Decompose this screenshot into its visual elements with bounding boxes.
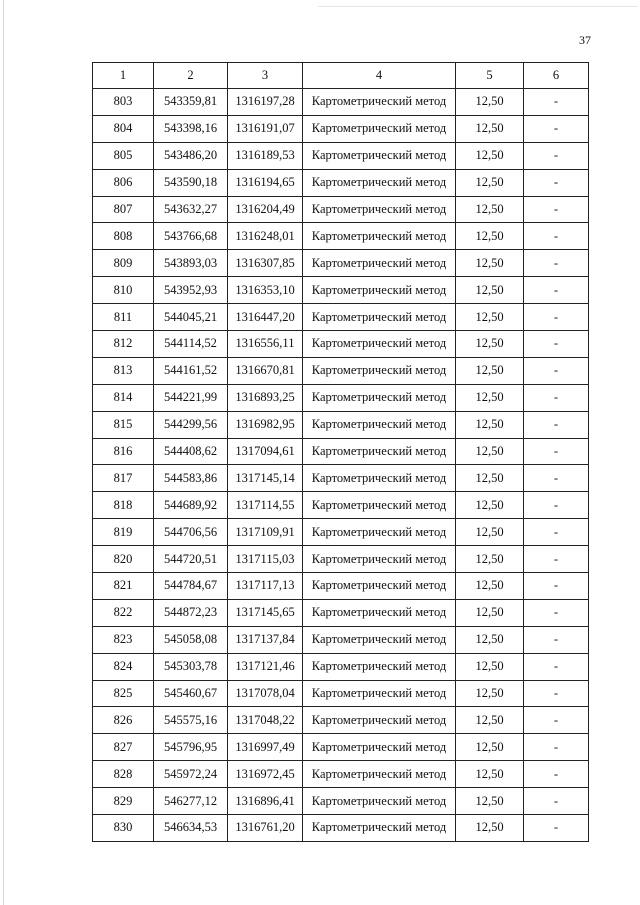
x-coordinate-cell: 544689,92 <box>154 492 228 519</box>
table-row <box>93 546 589 573</box>
x-coordinate-cell: 544872,23 <box>154 599 228 626</box>
y-coordinate-cell: 1317117,13 <box>228 573 303 600</box>
note-cell: - <box>524 707 589 734</box>
point-number-cell: 826 <box>93 707 154 734</box>
x-coordinate-cell: 543398,16 <box>154 115 228 142</box>
point-number-cell: 807 <box>93 196 154 223</box>
x-coordinate-cell: 543766,68 <box>154 223 228 250</box>
accuracy-cell: 12,50 <box>456 599 524 626</box>
note-cell: - <box>524 492 589 519</box>
x-coordinate-cell: 545058,08 <box>154 626 228 653</box>
method-cell: Картометрический метод <box>303 384 456 411</box>
x-coordinate-cell: 545303,78 <box>154 653 228 680</box>
table-row <box>93 89 589 116</box>
point-number-cell: 828 <box>93 761 154 788</box>
point-number-cell: 809 <box>93 250 154 277</box>
method-cell: Картометрический метод <box>303 331 456 358</box>
y-coordinate-cell: 1317121,46 <box>228 653 303 680</box>
note-cell: - <box>524 169 589 196</box>
y-coordinate-cell: 1316972,45 <box>228 761 303 788</box>
method-cell: Картометрический метод <box>303 169 456 196</box>
x-coordinate-cell: 546634,53 <box>154 815 228 842</box>
column-header: 5 <box>456 63 524 89</box>
method-cell: Картометрический метод <box>303 734 456 761</box>
y-coordinate-cell: 1316670,81 <box>228 357 303 384</box>
accuracy-cell: 12,50 <box>456 357 524 384</box>
table-row <box>93 169 589 196</box>
y-coordinate-cell: 1316307,85 <box>228 250 303 277</box>
accuracy-cell: 12,50 <box>456 519 524 546</box>
column-header: 4 <box>303 63 456 89</box>
x-coordinate-cell: 543486,20 <box>154 142 228 169</box>
x-coordinate-cell: 544784,67 <box>154 573 228 600</box>
accuracy-cell: 12,50 <box>456 788 524 815</box>
table-row <box>93 196 589 223</box>
table-row <box>93 734 589 761</box>
x-coordinate-cell: 544045,21 <box>154 304 228 331</box>
table-row <box>93 707 589 734</box>
point-number-cell: 824 <box>93 653 154 680</box>
point-number-cell: 803 <box>93 89 154 116</box>
y-coordinate-cell: 1316197,28 <box>228 89 303 116</box>
accuracy-cell: 12,50 <box>456 492 524 519</box>
x-coordinate-cell: 544221,99 <box>154 384 228 411</box>
method-cell: Картометрический метод <box>303 546 456 573</box>
note-cell: - <box>524 142 589 169</box>
note-cell: - <box>524 304 589 331</box>
method-cell: Картометрический метод <box>303 223 456 250</box>
x-coordinate-cell: 545460,67 <box>154 680 228 707</box>
note-cell: - <box>524 734 589 761</box>
method-cell: Картометрический метод <box>303 304 456 331</box>
column-header: 6 <box>524 63 589 89</box>
note-cell: - <box>524 788 589 815</box>
x-coordinate-cell: 545796,95 <box>154 734 228 761</box>
x-coordinate-cell: 543590,18 <box>154 169 228 196</box>
x-coordinate-cell: 544299,56 <box>154 411 228 438</box>
x-coordinate-cell: 545575,16 <box>154 707 228 734</box>
table-row <box>93 223 589 250</box>
table-row <box>93 304 589 331</box>
note-cell: - <box>524 519 589 546</box>
method-cell: Картометрический метод <box>303 761 456 788</box>
accuracy-cell: 12,50 <box>456 465 524 492</box>
note-cell: - <box>524 761 589 788</box>
accuracy-cell: 12,50 <box>456 573 524 600</box>
accuracy-cell: 12,50 <box>456 438 524 465</box>
table-row <box>93 357 589 384</box>
point-number-cell: 805 <box>93 142 154 169</box>
table-row <box>93 250 589 277</box>
table-header-row <box>93 63 589 89</box>
note-cell: - <box>524 384 589 411</box>
method-cell: Картометрический метод <box>303 599 456 626</box>
method-cell: Картометрический метод <box>303 788 456 815</box>
table-row <box>93 680 589 707</box>
y-coordinate-cell: 1316997,49 <box>228 734 303 761</box>
accuracy-cell: 12,50 <box>456 331 524 358</box>
note-cell: - <box>524 815 589 842</box>
method-cell: Картометрический метод <box>303 680 456 707</box>
y-coordinate-cell: 1316248,01 <box>228 223 303 250</box>
accuracy-cell: 12,50 <box>456 707 524 734</box>
accuracy-cell: 12,50 <box>456 304 524 331</box>
y-coordinate-cell: 1316982,95 <box>228 411 303 438</box>
table-row <box>93 277 589 304</box>
table-row <box>93 384 589 411</box>
point-number-cell: 829 <box>93 788 154 815</box>
x-coordinate-cell: 543632,27 <box>154 196 228 223</box>
point-number-cell: 817 <box>93 465 154 492</box>
x-coordinate-cell: 543893,03 <box>154 250 228 277</box>
accuracy-cell: 12,50 <box>456 546 524 573</box>
y-coordinate-cell: 1316189,53 <box>228 142 303 169</box>
accuracy-cell: 12,50 <box>456 223 524 250</box>
table-row <box>93 788 589 815</box>
accuracy-cell: 12,50 <box>456 653 524 680</box>
table-row <box>93 438 589 465</box>
y-coordinate-cell: 1316447,20 <box>228 304 303 331</box>
point-number-cell: 823 <box>93 626 154 653</box>
accuracy-cell: 12,50 <box>456 89 524 116</box>
note-cell: - <box>524 626 589 653</box>
accuracy-cell: 12,50 <box>456 680 524 707</box>
method-cell: Картометрический метод <box>303 653 456 680</box>
method-cell: Картометрический метод <box>303 815 456 842</box>
table-row <box>93 599 589 626</box>
y-coordinate-cell: 1316204,49 <box>228 196 303 223</box>
note-cell: - <box>524 357 589 384</box>
table-row <box>93 331 589 358</box>
point-number-cell: 821 <box>93 573 154 600</box>
table-row <box>93 761 589 788</box>
scan-edge-line <box>3 0 4 905</box>
table-row <box>93 465 589 492</box>
point-number-cell: 810 <box>93 277 154 304</box>
y-coordinate-cell: 1317078,04 <box>228 680 303 707</box>
point-number-cell: 813 <box>93 357 154 384</box>
y-coordinate-cell: 1317048,22 <box>228 707 303 734</box>
column-header: 3 <box>228 63 303 89</box>
point-number-cell: 815 <box>93 411 154 438</box>
x-coordinate-cell: 545972,24 <box>154 761 228 788</box>
note-cell: - <box>524 196 589 223</box>
x-coordinate-cell: 544720,51 <box>154 546 228 573</box>
point-number-cell: 819 <box>93 519 154 546</box>
x-coordinate-cell: 544408,62 <box>154 438 228 465</box>
accuracy-cell: 12,50 <box>456 626 524 653</box>
table-row <box>93 626 589 653</box>
method-cell: Картометрический метод <box>303 250 456 277</box>
accuracy-cell: 12,50 <box>456 169 524 196</box>
x-coordinate-cell: 544583,86 <box>154 465 228 492</box>
point-number-cell: 822 <box>93 599 154 626</box>
column-header: 2 <box>154 63 228 89</box>
point-number-cell: 825 <box>93 680 154 707</box>
method-cell: Картометрический метод <box>303 277 456 304</box>
note-cell: - <box>524 277 589 304</box>
accuracy-cell: 12,50 <box>456 411 524 438</box>
x-coordinate-cell: 543359,81 <box>154 89 228 116</box>
method-cell: Картометрический метод <box>303 357 456 384</box>
table-row <box>93 519 589 546</box>
table-row <box>93 653 589 680</box>
x-coordinate-cell: 544706,56 <box>154 519 228 546</box>
y-coordinate-cell: 1317094,61 <box>228 438 303 465</box>
note-cell: - <box>524 653 589 680</box>
point-number-cell: 816 <box>93 438 154 465</box>
point-number-cell: 806 <box>93 169 154 196</box>
column-header: 1 <box>93 63 154 89</box>
note-cell: - <box>524 250 589 277</box>
accuracy-cell: 12,50 <box>456 142 524 169</box>
y-coordinate-cell: 1317145,14 <box>228 465 303 492</box>
method-cell: Картометрический метод <box>303 142 456 169</box>
accuracy-cell: 12,50 <box>456 761 524 788</box>
accuracy-cell: 12,50 <box>456 250 524 277</box>
note-cell: - <box>524 331 589 358</box>
method-cell: Картометрический метод <box>303 573 456 600</box>
method-cell: Картометрический метод <box>303 411 456 438</box>
method-cell: Картометрический метод <box>303 89 456 116</box>
y-coordinate-cell: 1316191,07 <box>228 115 303 142</box>
point-number-cell: 830 <box>93 815 154 842</box>
page-number: 37 <box>579 33 591 47</box>
point-number-cell: 804 <box>93 115 154 142</box>
accuracy-cell: 12,50 <box>456 384 524 411</box>
point-number-cell: 827 <box>93 734 154 761</box>
y-coordinate-cell: 1316353,10 <box>228 277 303 304</box>
point-number-cell: 820 <box>93 546 154 573</box>
point-number-cell: 808 <box>93 223 154 250</box>
table-body <box>93 89 589 842</box>
y-coordinate-cell: 1317115,03 <box>228 546 303 573</box>
y-coordinate-cell: 1316761,20 <box>228 815 303 842</box>
accuracy-cell: 12,50 <box>456 115 524 142</box>
y-coordinate-cell: 1317145,65 <box>228 599 303 626</box>
y-coordinate-cell: 1316194,65 <box>228 169 303 196</box>
method-cell: Картометрический метод <box>303 519 456 546</box>
y-coordinate-cell: 1316896,41 <box>228 788 303 815</box>
point-number-cell: 811 <box>93 304 154 331</box>
scan-top-line <box>318 6 638 7</box>
coordinates-table-container <box>92 62 588 842</box>
method-cell: Картометрический метод <box>303 465 456 492</box>
method-cell: Картометрический метод <box>303 196 456 223</box>
y-coordinate-cell: 1317137,84 <box>228 626 303 653</box>
table-row <box>93 815 589 842</box>
accuracy-cell: 12,50 <box>456 734 524 761</box>
y-coordinate-cell: 1317114,55 <box>228 492 303 519</box>
coordinates-table <box>92 62 589 842</box>
method-cell: Картометрический метод <box>303 626 456 653</box>
method-cell: Картометрический метод <box>303 492 456 519</box>
table-row <box>93 573 589 600</box>
accuracy-cell: 12,50 <box>456 815 524 842</box>
x-coordinate-cell: 544114,52 <box>154 331 228 358</box>
x-coordinate-cell: 546277,12 <box>154 788 228 815</box>
method-cell: Картометрический метод <box>303 707 456 734</box>
note-cell: - <box>524 89 589 116</box>
accuracy-cell: 12,50 <box>456 196 524 223</box>
table-row <box>93 492 589 519</box>
note-cell: - <box>524 465 589 492</box>
table-row <box>93 411 589 438</box>
y-coordinate-cell: 1316556,11 <box>228 331 303 358</box>
method-cell: Картометрический метод <box>303 438 456 465</box>
accuracy-cell: 12,50 <box>456 277 524 304</box>
note-cell: - <box>524 411 589 438</box>
note-cell: - <box>524 115 589 142</box>
table-row <box>93 115 589 142</box>
note-cell: - <box>524 223 589 250</box>
y-coordinate-cell: 1317109,91 <box>228 519 303 546</box>
note-cell: - <box>524 599 589 626</box>
method-cell: Картометрический метод <box>303 115 456 142</box>
x-coordinate-cell: 543952,93 <box>154 277 228 304</box>
note-cell: - <box>524 680 589 707</box>
x-coordinate-cell: 544161,52 <box>154 357 228 384</box>
note-cell: - <box>524 573 589 600</box>
y-coordinate-cell: 1316893,25 <box>228 384 303 411</box>
point-number-cell: 814 <box>93 384 154 411</box>
note-cell: - <box>524 546 589 573</box>
point-number-cell: 812 <box>93 331 154 358</box>
point-number-cell: 818 <box>93 492 154 519</box>
note-cell: - <box>524 438 589 465</box>
table-row <box>93 142 589 169</box>
